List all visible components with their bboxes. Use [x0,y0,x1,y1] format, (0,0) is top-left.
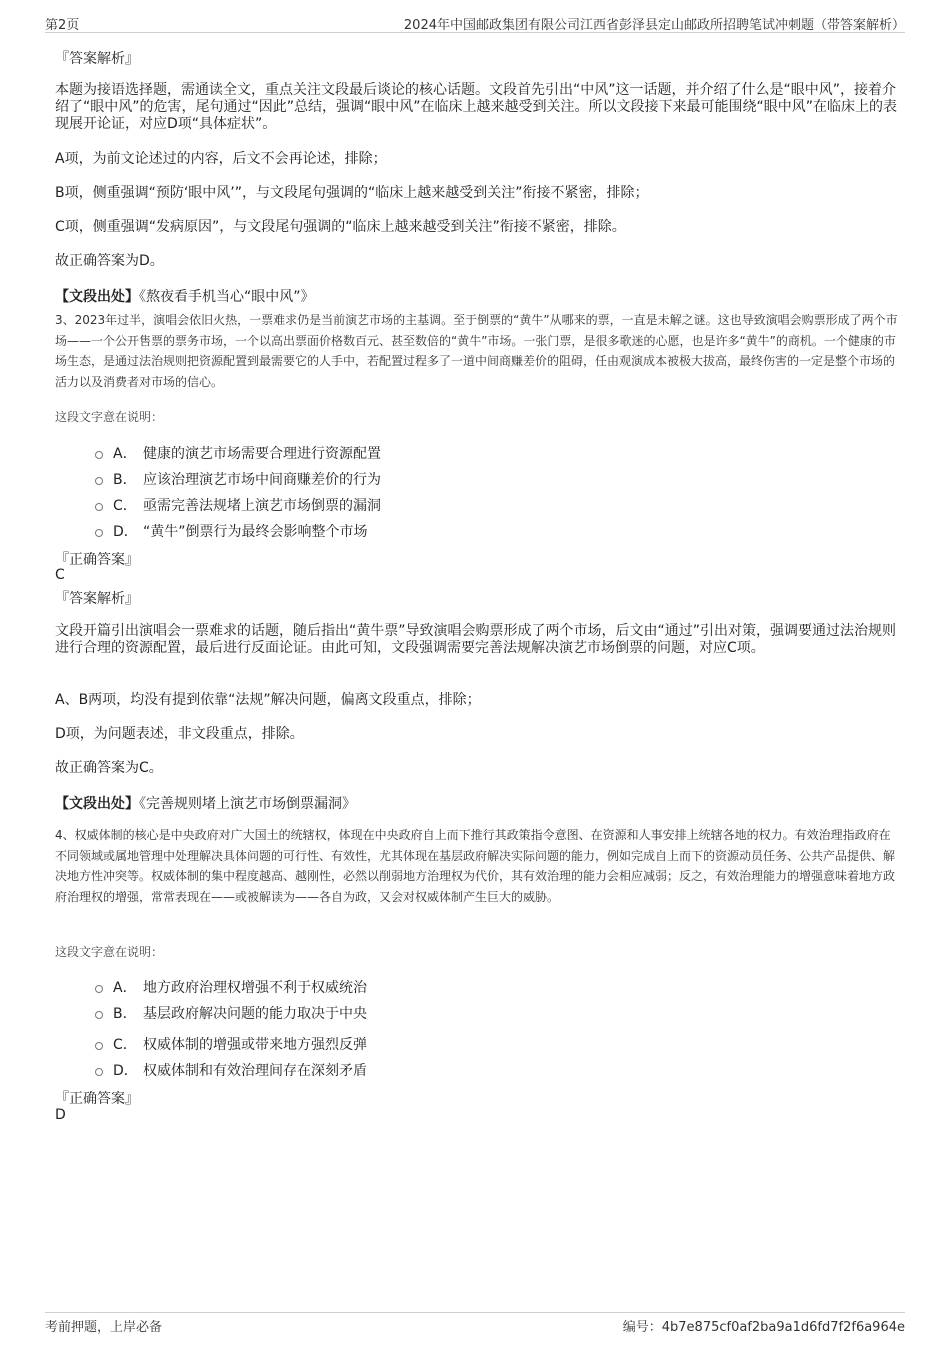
q2-source-label: 【文段出处】 [55,289,139,305]
q4-prompt: 这段文字意在说明： [55,945,164,959]
footer-slogan: 考前押题，上岸必备 [45,1320,163,1335]
q3-analysis-label: 『答案解析』 [55,591,139,607]
document-title: 2024年中国邮政集团有限公司江西省彭泽县定山邮政所招聘笔试冲刺题（带答案解析） [403,18,905,33]
radio-icon[interactable] [95,1068,103,1076]
q3-option-c[interactable]: C． 亟需完善法规堵上演艺市场倒票的漏洞 [95,495,381,515]
q3-option-a[interactable]: A． 健康的演艺市场需要合理进行资源配置 [95,443,381,463]
radio-icon[interactable] [95,451,103,459]
q3-source [55,793,900,813]
radio-icon[interactable] [95,985,103,993]
q3-option-d[interactable]: D． “黄牛”倒票行为最终会影响整个市场 [95,521,368,541]
q4-answer-label: 『正确答案』 [55,1091,139,1107]
q4-option-a[interactable]: A． 地方政府治理权增强不利于权威统治 [95,977,367,997]
q3-question-text: 3、2023年过半，演唱会依旧火热，一票难求仍是当前演艺市场的主基调。至于倒票的“黄牛”从哪来的票，一直是未解之谜。这也导致演唱会购票形成了两个市场——一个公开售票的票务市场，一个以高出票面价格数百元、甚至数倍的“黄牛”市场。一张门票，是很多歌迷的心愿，也是许多“黄牛”的商机。一个健康的市场生态，是通过法治规则把资源配置到最需要它的人手中，若配置过程多了一道中间商赚差价的阻碍，任由观演成本被极大拔高，最终伤害的一定是整个市场的活力以及消费者对市场的信心。 [55,313,898,389]
q3-line-ab: A、B两项，均没有提到依靠“法规”解决问题，偏离文段重点，排除； [55,692,481,708]
q3-source-title: 《完善规则堵上演艺市场倒票漏洞》 [139,796,356,812]
radio-icon[interactable] [95,529,103,537]
radio-icon[interactable] [95,1042,103,1050]
q2-source-title: 《熬夜看手机当心“眼中风”》 [139,289,315,305]
radio-icon[interactable] [95,1011,103,1019]
q2-line-c: C项，侧重强调“发病原因”，与文段尾句强调的“临床上越来越受到关注”衔接不紧密，排除。 [55,219,626,235]
q3-source-label: 【文段出处】 [55,796,139,812]
page-number: 第2页 [45,18,80,33]
q2-source [55,286,900,306]
q3-conclusion: 故正确答案为C。 [55,760,163,776]
q2-conclusion: 故正确答案为D。 [55,253,164,269]
page-header [45,12,905,33]
q4-option-c[interactable]: C． 权威体制的增强或带来地方强烈反弹 [95,1034,367,1054]
q2-line-b: B项，侧重强调“预防‘眼中风’”，与文段尾句强调的“临床上越来越受到关注”衔接不紧密，排除； [55,185,649,201]
page-footer [45,1312,905,1335]
q3-analysis-text: 文段开篇引出演唱会一票难求的话题，随后指出“黄牛票”导致演唱会购票形成了两个市场，后文由“通过”引出对策，强调要通过法治规则进行合理的资源配置，最后进行反面论证。由此可知，文段强调需要完善法规解决演艺市场倒票的问题，对应C项。 [55,623,897,656]
document-id: 编号：4b7e875cf0af2ba9a1d6fd7f2f6a964e [622,1320,905,1335]
q4-answer-value: D [55,1107,66,1123]
q4-option-b[interactable]: B． 基层政府解决问题的能力取决于中央 [95,1003,367,1023]
q2-analysis-text: 本题为接语选择题，需通读全文，重点关注文段最后谈论的核心话题。文段首先引出“中风”这一话题，并介绍了什么是“眼中风”，接着介绍了“眼中风”的危害，尾句通过“因此”总结，强调“眼中风”在临床上越来越受到关注。所以文段接下来最可能围绕“眼中风”在临床上的表现展开论证，对应D项“具体症状”。 [55,82,898,132]
q3-prompt: 这段文字意在说明： [55,410,164,424]
q4-question-text: 4、权威体制的核心是中央政府对广大国土的统辖权，体现在中央政府自上而下推行其政策指令意图、在资源和人事安排上统辖各地的权力。有效治理指政府在不同领域或属地管理中处理解决具体问题的可行性、有效性，尤其体现在基层政府解决实际问题的能力，例如完成自上而下的资源动员任务、公共产品提供、解决地方性冲突等。权威体制的集中程度越高、越刚性，必然以削弱地方治理权为代价，其有效治理的能力会相应减弱；反之，有效治理能力的增强意味着地方政府治理权的增强，常常表现在——或被解读为——各自为政，又会对权威体制产生巨大的威胁。 [55,828,896,904]
q4-option-d[interactable]: D． 权威体制和有效治理间存在深刻矛盾 [95,1060,367,1080]
q3-line-d: D项，为问题表述，非文段重点，排除。 [55,726,304,742]
q3-answer-label: 『正确答案』 [55,552,139,568]
radio-icon[interactable] [95,477,103,485]
q2-analysis-label: 『答案解析』 [55,51,139,67]
q2-line-a: A项，为前文论述过的内容，后文不会再论述，排除； [55,151,387,167]
radio-icon[interactable] [95,503,103,511]
q3-option-b[interactable]: B． 应该治理演艺市场中间商赚差价的行为 [95,469,381,489]
q3-answer-value: C [55,567,65,583]
